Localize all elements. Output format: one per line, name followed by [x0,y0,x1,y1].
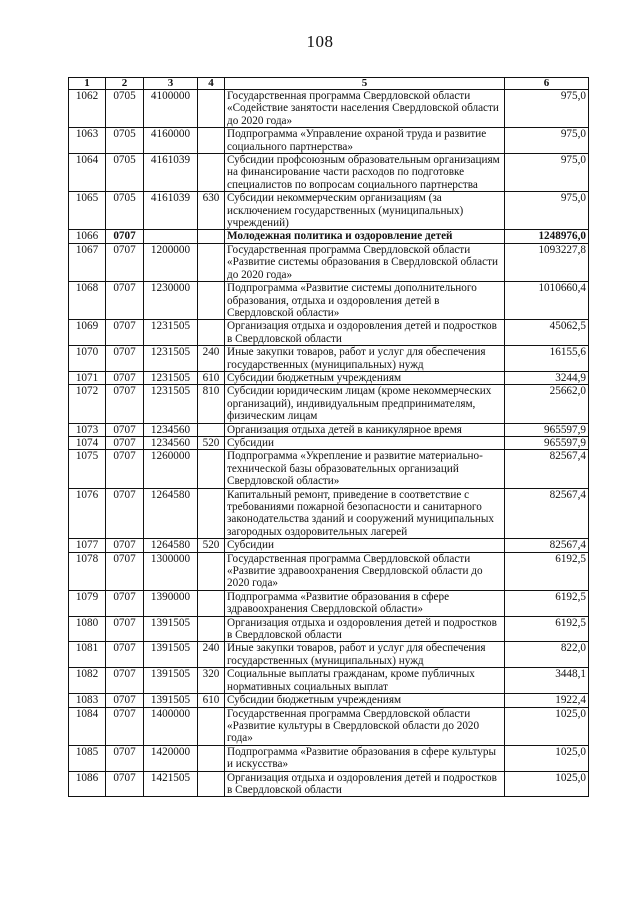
description: Подпрограмма «Управление охраной труда и развитие социального партнерства» [225,128,505,154]
expense-type-code: 520 [198,436,225,449]
target-code: 1231505 [144,371,198,384]
table-row [69,694,589,707]
expense-type-code [198,590,225,616]
amount: 1010660,4 [505,282,589,320]
section-code: 0707 [106,423,144,436]
target-code: 1234560 [144,436,198,449]
table-row [69,668,589,694]
amount: 822,0 [505,642,589,668]
section-code: 0707 [106,282,144,320]
expense-type-code: 610 [198,371,225,384]
amount: 965597,9 [505,423,589,436]
target-code: 4100000 [144,90,198,128]
target-code: 1264580 [144,488,198,539]
target-code: 4161039 [144,154,198,192]
table-row [69,385,589,423]
expense-type-code [198,707,225,745]
expense-type-code [198,552,225,590]
expense-type-code [198,450,225,488]
section-code: 0707 [106,745,144,771]
section-code: 0707 [106,590,144,616]
amount: 16155,6 [505,346,589,372]
table-row [69,488,589,539]
table-row [69,154,589,192]
target-code: 4160000 [144,128,198,154]
row-number: 1072 [69,385,106,423]
description: Организация отдыха и оздоровления детей и подростков в Свердловской области [225,320,505,346]
description: Субсидии юридическим лицам (кроме некоммерческих организаций), индивидуальным предпринимателям, физическим лицам [225,385,505,423]
expense-type-code [198,243,225,281]
table-row [69,320,589,346]
expense-type-code: 810 [198,385,225,423]
amount: 82567,4 [505,450,589,488]
description: Капитальный ремонт, приведение в соответствие с требованиями пожарной безопасности и санитарного законодательства зданий и сооружений муниципальных загородных оздоровительных лагерей [225,488,505,539]
description: Молодежная политика и оздоровление детей [225,230,505,243]
amount: 1093227,8 [505,243,589,281]
row-number: 1077 [69,539,106,552]
description: Организация отдыха и оздоровления детей и подростков в Свердловской области [225,616,505,642]
description: Иные закупки товаров, работ и услуг для обеспечения государственных (муниципальных) нужд [225,346,505,372]
table-row [69,230,589,243]
target-code: 1391505 [144,668,198,694]
row-number: 1068 [69,282,106,320]
row-number: 1073 [69,423,106,436]
table-row [69,539,589,552]
amount: 965597,9 [505,436,589,449]
amount: 45062,5 [505,320,589,346]
section-code: 0705 [106,192,144,230]
amount: 3244,9 [505,371,589,384]
amount: 1025,0 [505,745,589,771]
expense-type-code: 630 [198,192,225,230]
expense-type-code: 610 [198,694,225,707]
amount: 82567,4 [505,488,589,539]
header-col-2: 2 [106,78,144,90]
table-row [69,771,589,797]
header-col-3: 3 [144,78,198,90]
section-code: 0707 [106,539,144,552]
row-number: 1062 [69,90,106,128]
description: Субсидии [225,436,505,449]
section-code: 0707 [106,552,144,590]
expense-type-code [198,616,225,642]
table-row [69,282,589,320]
row-number: 1066 [69,230,106,243]
description: Государственная программа Свердловской области «Содействие занятости населения Свердловской области до 2020 года» [225,90,505,128]
section-code: 0707 [106,642,144,668]
amount: 1025,0 [505,707,589,745]
row-number: 1064 [69,154,106,192]
description: Субсидии [225,539,505,552]
target-code: 1421505 [144,771,198,797]
row-number: 1076 [69,488,106,539]
section-code: 0707 [106,243,144,281]
header-col-6: 6 [505,78,589,90]
description: Организация отдыха и оздоровления детей и подростков в Свердловской области [225,771,505,797]
section-code: 0707 [106,320,144,346]
target-code: 1234560 [144,423,198,436]
section-code: 0705 [106,90,144,128]
table-row [69,436,589,449]
section-code: 0705 [106,154,144,192]
amount: 82567,4 [505,539,589,552]
row-number: 1063 [69,128,106,154]
section-code: 0707 [106,668,144,694]
amount: 6192,5 [505,552,589,590]
expense-type-code [198,423,225,436]
target-code: 1420000 [144,745,198,771]
table-row [69,616,589,642]
row-number: 1082 [69,668,106,694]
section-code: 0705 [106,128,144,154]
description: Субсидии некоммерческим организациям (за исключением государственных (муниципальных) учреждений) [225,192,505,230]
section-code: 0707 [106,616,144,642]
table-row [69,192,589,230]
description: Государственная программа Свердловской области «Развитие культуры в Свердловской области до 2020 года» [225,707,505,745]
target-code: 1300000 [144,552,198,590]
target-code: 1200000 [144,243,198,281]
section-code: 0707 [106,230,144,243]
description: Социальные выплаты гражданам, кроме публичных нормативных социальных выплат [225,668,505,694]
amount: 3448,1 [505,668,589,694]
table-row [69,423,589,436]
description: Подпрограмма «Развитие системы дополнительного образования, отдыха и оздоровления детей в Свердловской области» [225,282,505,320]
expense-type-code [198,320,225,346]
amount: 1922,4 [505,694,589,707]
amount: 6192,5 [505,590,589,616]
header-col-4: 4 [198,78,225,90]
expense-type-code [198,745,225,771]
amount: 6192,5 [505,616,589,642]
description: Государственная программа Свердловской области «Развитие здравоохранения Свердловской области до 2020 года» [225,552,505,590]
description: Подпрограмма «Развитие образования в сфере культуры и искусства» [225,745,505,771]
section-code: 0707 [106,694,144,707]
expense-type-code: 240 [198,642,225,668]
header-col-5: 5 [225,78,505,90]
expense-type-code [198,771,225,797]
row-number: 1084 [69,707,106,745]
row-number: 1067 [69,243,106,281]
row-number: 1085 [69,745,106,771]
table-row [69,642,589,668]
table-row [69,90,589,128]
row-number: 1074 [69,436,106,449]
row-number: 1071 [69,371,106,384]
description: Организация отдыха детей в каникулярное время [225,423,505,436]
description: Подпрограмма «Укрепление и развитие материально-технической базы образовательных организаций Свердловской области» [225,450,505,488]
section-code: 0707 [106,346,144,372]
expense-type-code [198,90,225,128]
page-number: 108 [306,32,334,51]
target-code: 1390000 [144,590,198,616]
expense-type-code [198,282,225,320]
description: Субсидии профсоюзным образовательным организациям на финансирование части расходов по подготовке специалистов по вопросам социального партнерства [225,154,505,192]
target-code: 4161039 [144,192,198,230]
table-row [69,707,589,745]
target-code: 1264580 [144,539,198,552]
target-code: 1260000 [144,450,198,488]
table-row [69,346,589,372]
expense-type-code: 520 [198,539,225,552]
row-number: 1069 [69,320,106,346]
table-row [69,371,589,384]
amount: 25662,0 [505,385,589,423]
target-code [144,230,198,243]
row-number: 1086 [69,771,106,797]
target-code: 1230000 [144,282,198,320]
table-row [69,590,589,616]
section-code: 0707 [106,771,144,797]
row-number: 1081 [69,642,106,668]
table-row [69,745,589,771]
section-code: 0707 [106,436,144,449]
table-row [69,450,589,488]
row-number: 1065 [69,192,106,230]
row-number: 1078 [69,552,106,590]
amount: 975,0 [505,154,589,192]
expense-type-code [198,128,225,154]
amount: 975,0 [505,90,589,128]
expense-type-code: 240 [198,346,225,372]
description: Субсидии бюджетным учреждениям [225,694,505,707]
section-code: 0707 [106,707,144,745]
target-code: 1391505 [144,694,198,707]
row-number: 1075 [69,450,106,488]
target-code: 1231505 [144,320,198,346]
expense-type-code: 320 [198,668,225,694]
row-number: 1083 [69,694,106,707]
expense-type-code [198,154,225,192]
expense-type-code [198,488,225,539]
table-row [69,552,589,590]
header-col-1: 1 [69,78,106,90]
section-code: 0707 [106,385,144,423]
table-body [69,90,589,797]
target-code: 1400000 [144,707,198,745]
target-code: 1231505 [144,346,198,372]
description: Государственная программа Свердловской области «Развитие системы образования в Свердловской области до 2020 года» [225,243,505,281]
row-number: 1080 [69,616,106,642]
table-row [69,128,589,154]
section-code: 0707 [106,488,144,539]
description: Подпрограмма «Развитие образования в сфере здравоохранения Свердловской области» [225,590,505,616]
section-code: 0707 [106,371,144,384]
section-code: 0707 [106,450,144,488]
row-number: 1070 [69,346,106,372]
target-code: 1231505 [144,385,198,423]
table-row [69,243,589,281]
expense-type-code [198,230,225,243]
description: Иные закупки товаров, работ и услуг для обеспечения государственных (муниципальных) нужд [225,642,505,668]
target-code: 1391505 [144,616,198,642]
amount: 1248976,0 [505,230,589,243]
row-number: 1079 [69,590,106,616]
description: Субсидии бюджетным учреждениям [225,371,505,384]
amount: 975,0 [505,128,589,154]
table-header-row [69,78,589,90]
budget-table [68,77,589,797]
amount: 1025,0 [505,771,589,797]
target-code: 1391505 [144,642,198,668]
amount: 975,0 [505,192,589,230]
